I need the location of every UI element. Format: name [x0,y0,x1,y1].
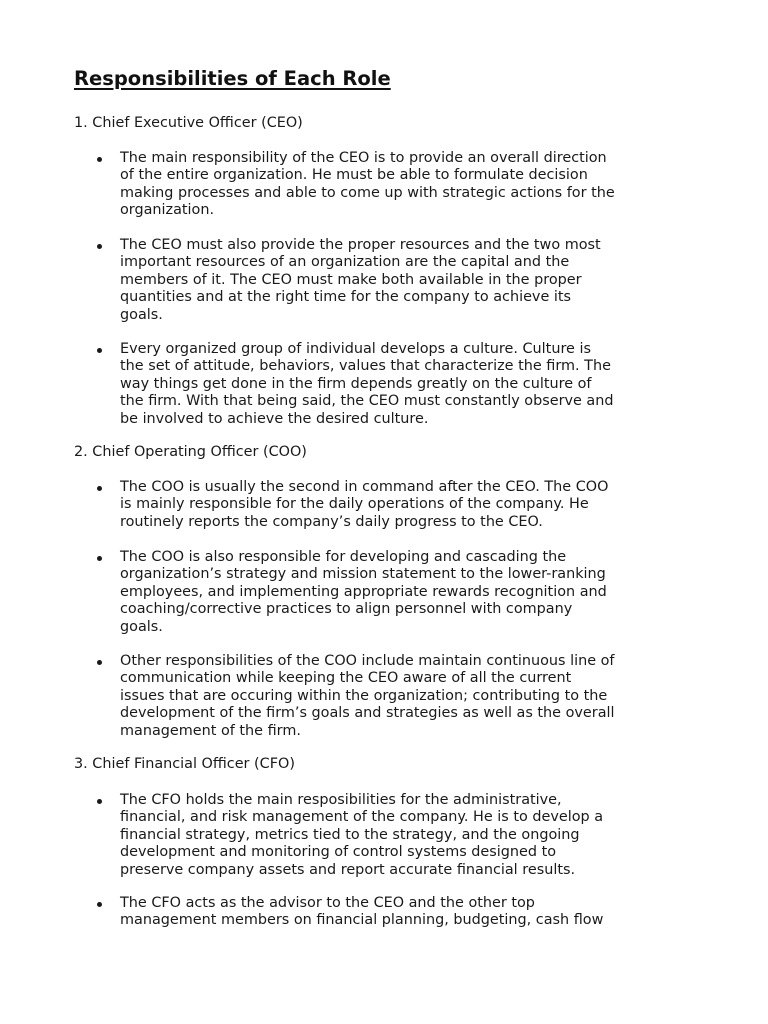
list-item: The CFO acts as the advisor to the CEO and the other top management members on financial planning, budgeting, cash flow [96,895,696,930]
bullet-list-cfo-2 [96,895,696,930]
section-heading-ceo: 1. Chief Executive Officer (CEO) [74,115,303,131]
bullet-icon [97,556,102,561]
list-item: Every organized group of individual develops a culture. Culture is the set of attitude, behaviors, values that characterize the firm. The way things get done in the firm depends greatly on the culture of the firm. With that being said, the CEO must constantly observe and be involved to achieve the desired culture. [96,341,696,428]
bullet-icon [97,244,102,249]
bullet-list-ceo-2 [96,237,696,324]
list-item: The CFO holds the main resposibilities for the administrative, financial, and risk management of the company. He is to develop a financial strategy, metrics tied to the strategy, and the ongoing development and monitoring of control systems designed to preserve company assets and report accurate financial results. [96,792,696,879]
list-item: Other responsibilities of the COO include maintain continuous line of communication while keeping the CEO aware of all the current issues that are occuring within the organization; contributing to the development of the firm’s goals and strategies as well as the overall management of the firm. [96,653,696,740]
bullet-list-cfo [96,792,696,879]
list-item: The CEO must also provide the proper resources and the two most important resources of an organization are the capital and the members of it. The CEO must make both available in the proper quantities and at the right time for the company to achieve its goals. [96,237,696,324]
section-heading-coo: 2. Chief Operating Officer (COO) [74,444,307,460]
bullet-list-coo [96,479,696,531]
list-item: The COO is also responsible for developing and cascading the organization’s strategy and mission statement to the lower-ranking employees, and implementing appropriate rewards recognition and coaching/corrective practices to align personnel with company goals. [96,549,696,636]
list-item: The COO is usually the second in command after the CEO. The COO is mainly responsible for the daily operations of the company. He routinely reports the company’s daily progress to the CEO. [96,479,696,531]
section-heading-cfo: 3. Chief Financial Officer (CFO) [74,756,295,772]
bullet-icon [97,799,102,804]
document-title: Responsibilities of Each Role [74,67,391,90]
bullet-icon [97,660,102,665]
bullet-icon [97,157,102,162]
bullet-list-ceo-3 [96,341,696,428]
bullet-icon [97,486,102,491]
bullet-icon [97,348,102,353]
bullet-icon [97,902,102,907]
bullet-list-coo-3 [96,653,696,740]
list-item: The main responsibility of the CEO is to provide an overall direction of the entire organization. He must be able to formulate decision making processes and able to come up with strategic actions for the organization. [96,150,696,220]
bullet-list-coo-2 [96,549,696,636]
bullet-list-ceo [96,150,696,220]
